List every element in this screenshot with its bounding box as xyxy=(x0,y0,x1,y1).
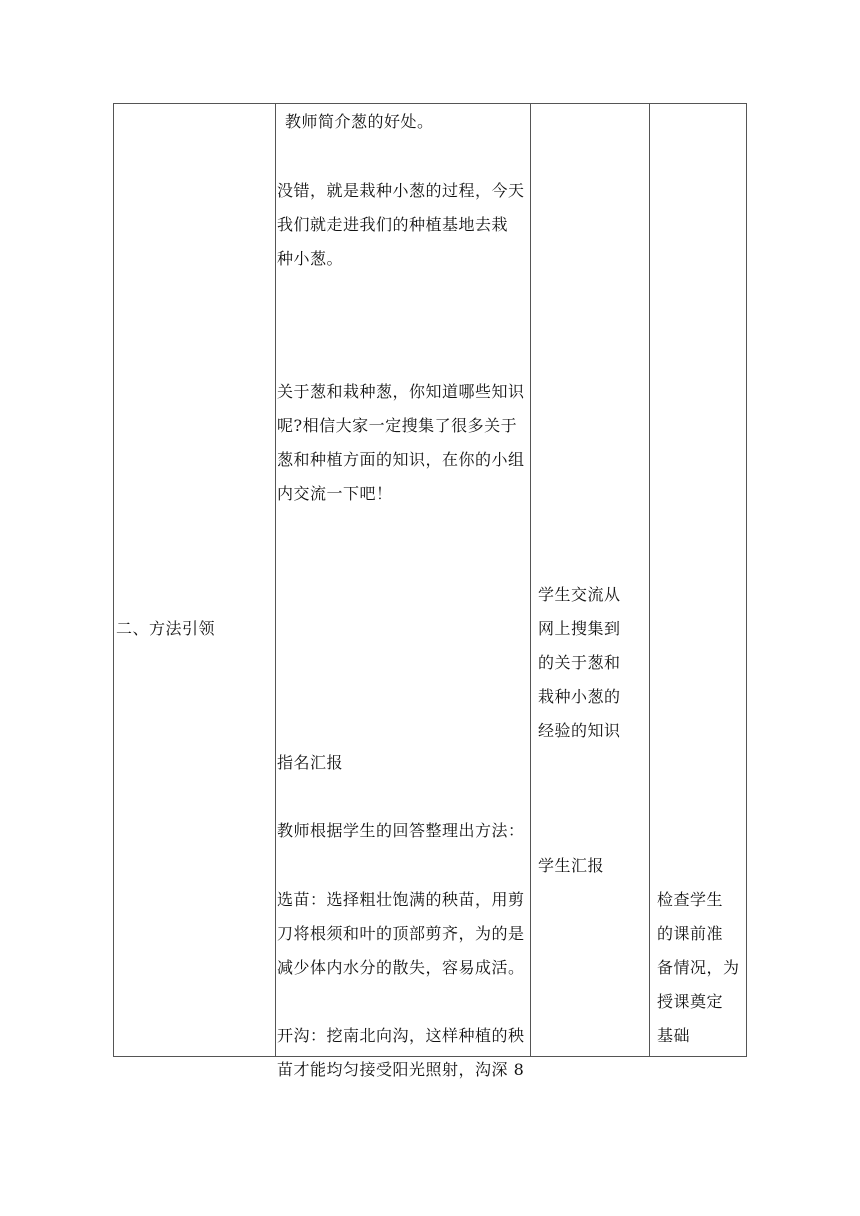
teacher-text-line: 我们就走进我们的种植基地去栽 xyxy=(277,215,509,234)
intent-text-line: 基础 xyxy=(657,1026,691,1045)
student-text-line: 经验的知识 xyxy=(538,721,621,740)
teacher-text-line: 苗才能均匀接受阳光照射，沟深 8 xyxy=(277,1060,525,1079)
student-text-line: 的关于葱和 xyxy=(538,653,621,672)
intent-text-line: 备情况，为 xyxy=(657,958,740,977)
teacher-text-report: 指名汇报 xyxy=(277,753,344,772)
teacher-text-line: 刀将根须和叶的顶部剪齐，为的是 xyxy=(277,924,525,943)
teacher-text-method: 教师根据学生的回答整理出方法： xyxy=(277,821,525,840)
teacher-text-line: 种小葱。 xyxy=(277,249,344,268)
teacher-text-line: 减少体内水分的散失，容易成活。 xyxy=(277,958,525,977)
student-text-line: 栽种小葱的 xyxy=(538,687,621,706)
intent-text-line: 授课奠定 xyxy=(657,992,724,1011)
teacher-text-intro: 教师简介葱的好处。 xyxy=(285,112,434,131)
student-text-line: 网上搜集到 xyxy=(538,619,621,638)
teacher-text-line: 开沟：挖南北向沟，这样种植的秧 xyxy=(277,1026,525,1045)
teacher-text-line: 关于葱和栽种葱，你知道哪些知识 xyxy=(277,382,525,401)
column-divider xyxy=(530,104,531,1056)
column-divider xyxy=(275,104,276,1056)
intent-text-line: 检查学生 xyxy=(657,890,724,909)
column-divider xyxy=(649,104,650,1056)
teacher-text-line: 选苗：选择粗壮饱满的秧苗，用剪 xyxy=(277,890,525,909)
teacher-text-line: 呢?相信大家一定搜集了很多关于 xyxy=(277,416,518,435)
student-text-report: 学生汇报 xyxy=(538,856,605,875)
teacher-text-line: 葱和种植方面的知识，在你的小组 xyxy=(277,450,525,469)
teacher-text-line: 没错，就是栽种小葱的过程，今天 xyxy=(277,181,525,200)
stage-label: 二、方法引领 xyxy=(116,619,216,638)
teacher-text-line: 内交流一下吧！ xyxy=(277,484,393,503)
student-text-line: 学生交流从 xyxy=(538,585,621,604)
intent-text-line: 的课前准 xyxy=(657,924,724,943)
